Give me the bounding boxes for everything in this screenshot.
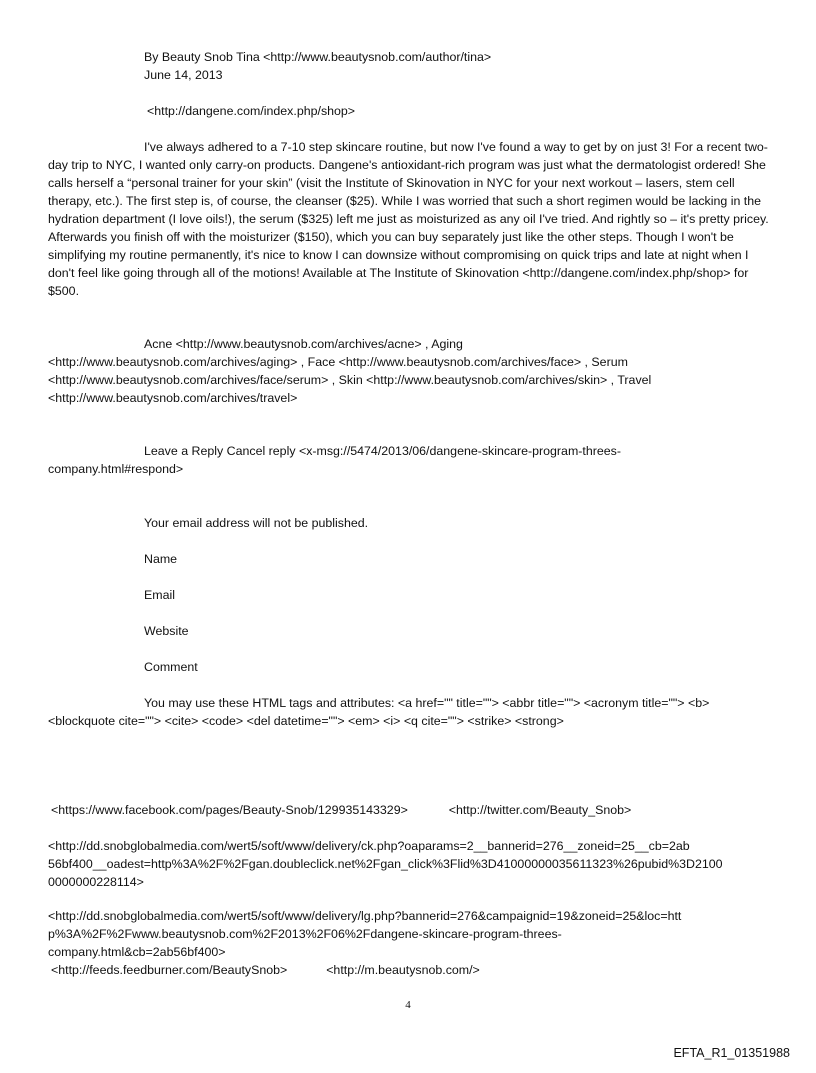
ad-click-line-1[interactable]: <http://dd.snobglobalmedia.com/wert5/soft/www/delivery/ck.php?oaparams=2__bannerid=276__zoneid=25__cb=2ab bbox=[48, 839, 690, 853]
mobile-site-link[interactable]: <http://m.beautysnob.com/> bbox=[326, 963, 480, 977]
facebook-link[interactable]: <https://www.facebook.com/pages/Beauty-Snob/129935143329> bbox=[51, 803, 408, 817]
name-field-label[interactable]: Name bbox=[144, 552, 178, 566]
ad-log-link[interactable] bbox=[48, 907, 770, 961]
shop-link-block bbox=[48, 102, 770, 120]
allowed-tags-line-2: <blockquote cite=""> <cite> <code> <del datetime=""> <em> <i> <q cite=""> <strike> <strong> bbox=[48, 714, 564, 728]
ad-log-line-1[interactable]: <http://dd.snobglobalmedia.com/wert5/soft/www/delivery/lg.php?bannerid=276&campaignid=19&zoneid=25&loc=htt bbox=[48, 909, 682, 923]
tag-line-4[interactable]: <http://www.beautysnob.com/archives/travel> bbox=[48, 391, 298, 405]
ad-click-line-2[interactable]: 56bf400__oadest=http%3A%2F%2Fgan.doubleclick.net%2Fgan_click%3Flid%3D41000000035611323%26pubid%3D2100 bbox=[48, 857, 723, 871]
twitter-link[interactable]: <http://twitter.com/Beauty_Snob> bbox=[448, 803, 632, 817]
ad-log-line-3[interactable]: company.html&cb=2ab56bf400> bbox=[48, 945, 226, 959]
tag-line-2[interactable]: <http://www.beautysnob.com/archives/aging> , Face <http://www.beautysnob.com/archives/face> , Serum bbox=[48, 355, 628, 369]
article-body: I've always adhered to a 7-10 step skincare routine, but now I've found a way to get by on just 3! For a recent two-day trip to NYC, I wanted only carry-on products. Dangene's antioxidant-rich program was just what the dermatologist ordered! She calls herself a “personal trainer for your skin” (visit the Institute of Skinovation in NYC for your next workout – lasers, stem cell therapy, etc.). The first step is, of course, the cleanser ($25). While I was worried that such a short regimen would be lacking in the hydration department (I love oils!), the serum ($325) left me just as moisturized as any oil I've tried. And rightly so – it's pretty pricey. Afterwards you finish off with the moisturizer ($150), which you can buy separately just like the other steps. Though I won't be simplifying my routine permanently, it's nice to know I can downsize without compromising on quick trips and late at night when I don't feel like going through all of the motions! Available at The Institute of Skinovation <http://dangene.com/index.php/shop> for $500. bbox=[48, 140, 769, 298]
allowed-tags-line-1: You may use these HTML tags and attributes: <a href="" title=""> <abbr title=""> <acronym title=""> <b> bbox=[144, 696, 710, 710]
byline: By Beauty Snob Tina <http://www.beautysnob.com/author/tina> bbox=[144, 50, 492, 64]
comment-field-label[interactable]: Comment bbox=[144, 660, 198, 674]
reply-heading bbox=[48, 442, 770, 478]
bates-number: EFTA_R1_01351988 bbox=[673, 1046, 790, 1060]
website-field-label[interactable]: Website bbox=[144, 624, 189, 638]
ad-log-line-2[interactable]: p%3A%2F%2Fwww.beautysnob.com%2F2013%2F06%2Fdangene-skincare-program-threes- bbox=[48, 927, 562, 941]
tag-list bbox=[48, 335, 770, 407]
cancel-reply-link[interactable]: Leave a Reply Cancel reply <x-msg://5474/2013/06/dangene-skincare-program-threes- bbox=[144, 444, 621, 458]
cancel-reply-link-cont[interactable]: company.html#respond> bbox=[48, 462, 184, 476]
article-header bbox=[48, 48, 770, 84]
social-links bbox=[51, 801, 773, 819]
page-number: 4 bbox=[405, 999, 411, 1011]
feed-links bbox=[51, 961, 773, 979]
ad-click-link[interactable] bbox=[48, 837, 770, 891]
email-field-label[interactable]: Email bbox=[144, 588, 175, 602]
email-notice: Your email address will not be published. bbox=[144, 516, 369, 530]
tag-line-3[interactable]: <http://www.beautysnob.com/archives/face/serum> , Skin <http://www.beautysnob.com/archives/skin> , Travel bbox=[48, 373, 652, 387]
shop-link[interactable]: <http://dangene.com/index.php/shop> bbox=[147, 104, 356, 118]
ad-click-line-3[interactable]: 0000000228114> bbox=[48, 875, 144, 889]
post-date: June 14, 2013 bbox=[144, 68, 223, 82]
allowed-html-tags bbox=[48, 694, 770, 730]
tag-line-1[interactable]: Acne <http://www.beautysnob.com/archives/acne> , Aging bbox=[144, 337, 463, 351]
feedburner-link[interactable]: <http://feeds.feedburner.com/BeautySnob> bbox=[51, 963, 288, 977]
